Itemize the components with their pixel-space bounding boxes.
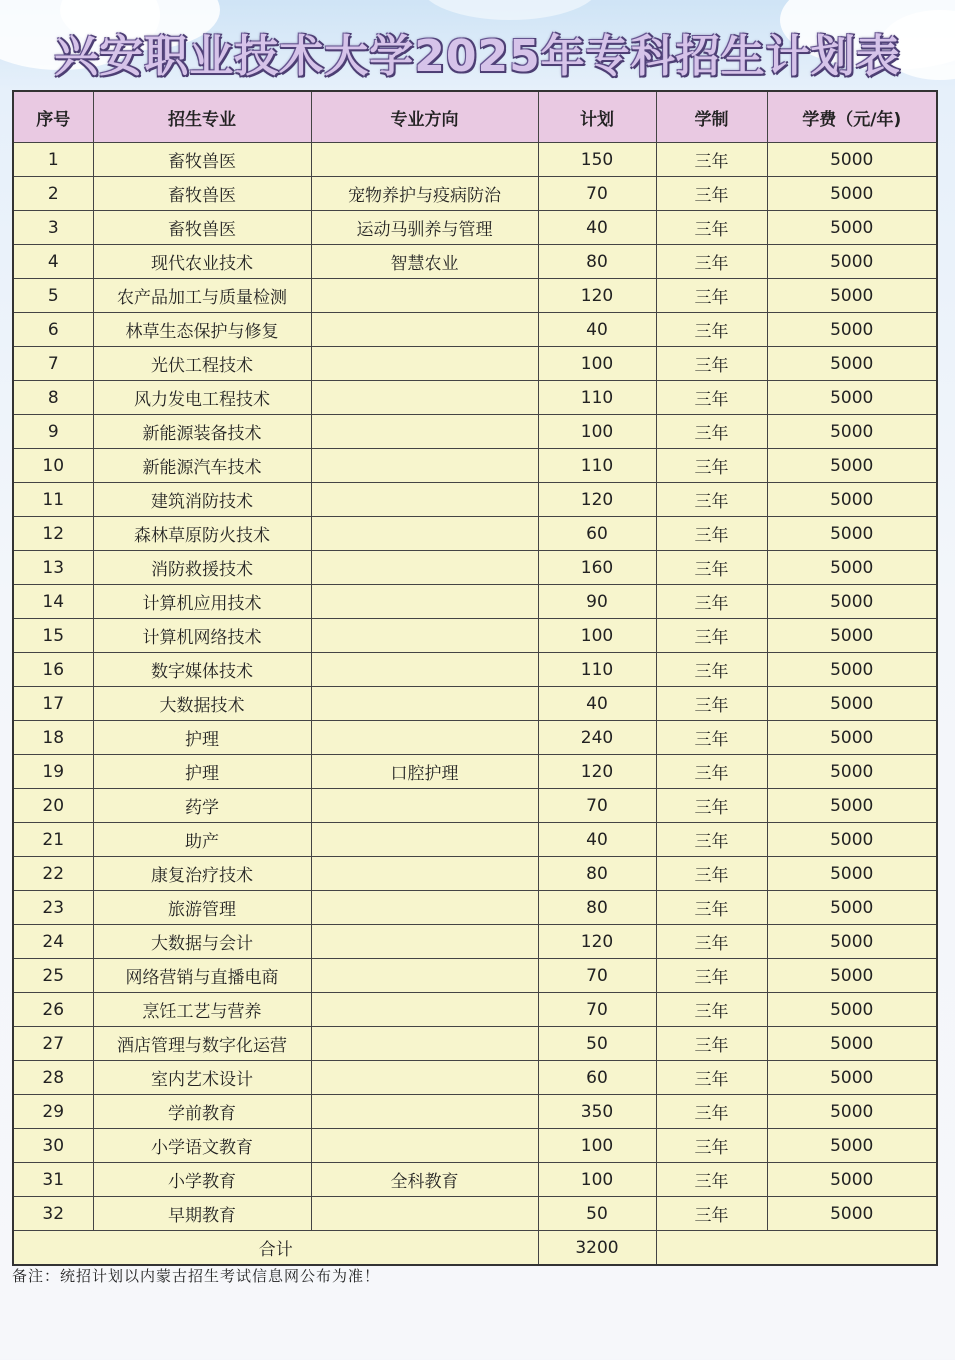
table-row: [13, 891, 937, 925]
cell-major: 计算机应用技术: [93, 585, 311, 619]
cell-plan: 70: [538, 993, 656, 1027]
cell-tuition: 5000: [767, 959, 937, 993]
cell-major: 森林草原防火技术: [93, 517, 311, 551]
cell-index: 22: [13, 857, 93, 891]
cell-direction: [311, 993, 538, 1027]
cell-tuition: 5000: [767, 1061, 937, 1095]
cell-tuition: 5000: [767, 857, 937, 891]
cell-direction: [311, 1027, 538, 1061]
cell-direction: [311, 279, 538, 313]
cell-direction: 口腔护理: [311, 755, 538, 789]
cell-index: 26: [13, 993, 93, 1027]
cell-plan: 110: [538, 653, 656, 687]
table-row: [13, 517, 937, 551]
cell-duration: 三年: [656, 755, 767, 789]
cell-index: 27: [13, 1027, 93, 1061]
cell-plan: 50: [538, 1027, 656, 1061]
cell-plan: 100: [538, 1129, 656, 1163]
cell-tuition: 5000: [767, 585, 937, 619]
table-row: [13, 619, 937, 653]
cell-plan: 240: [538, 721, 656, 755]
cell-direction: [311, 381, 538, 415]
cell-index: 3: [13, 211, 93, 245]
cell-duration: 三年: [656, 1095, 767, 1129]
footnote: 备注：统招计划以内蒙古招生考试信息网公布为准！: [12, 1267, 381, 1285]
cell-duration: 三年: [656, 789, 767, 823]
cell-direction: [311, 1061, 538, 1095]
cell-tuition: 5000: [767, 1197, 937, 1231]
cell-direction: [311, 789, 538, 823]
cell-plan: 100: [538, 619, 656, 653]
table-row: [13, 279, 937, 313]
cell-major: 网络营销与直播电商: [93, 959, 311, 993]
cell-major: 畜牧兽医: [93, 211, 311, 245]
cell-duration: 三年: [656, 517, 767, 551]
cell-tuition: 5000: [767, 143, 937, 177]
cell-index: 5: [13, 279, 93, 313]
cell-tuition: 5000: [767, 211, 937, 245]
cell-plan: 40: [538, 687, 656, 721]
table-row: [13, 755, 937, 789]
cell-duration: 三年: [656, 279, 767, 313]
table-body: [13, 143, 937, 1231]
cell-direction: [311, 551, 538, 585]
cell-duration: 三年: [656, 1061, 767, 1095]
cell-major: 药学: [93, 789, 311, 823]
cell-plan: 50: [538, 1197, 656, 1231]
cell-plan: 350: [538, 1095, 656, 1129]
enrollment-plan-table: [12, 90, 938, 1266]
cell-duration: 三年: [656, 143, 767, 177]
total-plan: 3200: [538, 1231, 656, 1266]
header-duration: 学制: [656, 91, 767, 143]
cell-major: 小学语文教育: [93, 1129, 311, 1163]
cell-index: 18: [13, 721, 93, 755]
cell-tuition: 5000: [767, 1163, 937, 1197]
table-row: [13, 449, 937, 483]
cell-plan: 100: [538, 1163, 656, 1197]
cell-direction: [311, 143, 538, 177]
cell-index: 32: [13, 1197, 93, 1231]
cell-index: 25: [13, 959, 93, 993]
table-row: [13, 823, 937, 857]
cell-index: 15: [13, 619, 93, 653]
cell-plan: 90: [538, 585, 656, 619]
cell-plan: 60: [538, 1061, 656, 1095]
cell-index: 4: [13, 245, 93, 279]
cell-direction: [311, 687, 538, 721]
cell-major: 烹饪工艺与营养: [93, 993, 311, 1027]
table-row: [13, 483, 937, 517]
cell-index: 7: [13, 347, 93, 381]
cell-duration: 三年: [656, 585, 767, 619]
cell-index: 28: [13, 1061, 93, 1095]
table-row: [13, 177, 937, 211]
cell-plan: 150: [538, 143, 656, 177]
cell-direction: [311, 483, 538, 517]
cell-index: 19: [13, 755, 93, 789]
cell-duration: 三年: [656, 925, 767, 959]
cell-direction: [311, 619, 538, 653]
cell-index: 9: [13, 415, 93, 449]
cell-major: 新能源装备技术: [93, 415, 311, 449]
cell-major: 风力发电工程技术: [93, 381, 311, 415]
cell-duration: 三年: [656, 449, 767, 483]
cell-major: 小学教育: [93, 1163, 311, 1197]
cell-tuition: 5000: [767, 279, 937, 313]
table-row: [13, 1163, 937, 1197]
table-row: [13, 381, 937, 415]
cell-direction: [311, 415, 538, 449]
cell-index: 30: [13, 1129, 93, 1163]
cell-direction: 全科教育: [311, 1163, 538, 1197]
cell-major: 农产品加工与质量检测: [93, 279, 311, 313]
cell-plan: 110: [538, 381, 656, 415]
table-row: [13, 415, 937, 449]
header-plan: 计划: [538, 91, 656, 143]
cell-tuition: 5000: [767, 619, 937, 653]
cell-index: 13: [13, 551, 93, 585]
cell-plan: 120: [538, 925, 656, 959]
cell-plan: 110: [538, 449, 656, 483]
table-row: [13, 211, 937, 245]
cell-tuition: 5000: [767, 517, 937, 551]
cell-plan: 120: [538, 279, 656, 313]
cell-direction: [311, 585, 538, 619]
cell-index: 14: [13, 585, 93, 619]
table-row: [13, 1061, 937, 1095]
cell-duration: 三年: [656, 313, 767, 347]
cell-direction: 宠物养护与疫病防治: [311, 177, 538, 211]
cell-direction: [311, 347, 538, 381]
cell-duration: 三年: [656, 347, 767, 381]
cell-plan: 100: [538, 415, 656, 449]
cell-major: 新能源汽车技术: [93, 449, 311, 483]
cell-tuition: 5000: [767, 1129, 937, 1163]
cell-index: 11: [13, 483, 93, 517]
cell-tuition: 5000: [767, 755, 937, 789]
table-row: [13, 143, 937, 177]
cell-index: 23: [13, 891, 93, 925]
total-empty: [656, 1231, 937, 1266]
cell-plan: 100: [538, 347, 656, 381]
cell-major: 畜牧兽医: [93, 143, 311, 177]
cell-direction: [311, 449, 538, 483]
cell-direction: [311, 653, 538, 687]
cell-direction: [311, 1197, 538, 1231]
cell-duration: 三年: [656, 381, 767, 415]
cell-duration: 三年: [656, 653, 767, 687]
cell-major: 计算机网络技术: [93, 619, 311, 653]
cell-index: 24: [13, 925, 93, 959]
table-row: [13, 347, 937, 381]
cell-direction: [311, 721, 538, 755]
cell-tuition: 5000: [767, 177, 937, 211]
cell-duration: 三年: [656, 211, 767, 245]
cell-major: 建筑消防技术: [93, 483, 311, 517]
cell-plan: 70: [538, 789, 656, 823]
cell-tuition: 5000: [767, 687, 937, 721]
cell-direction: [311, 959, 538, 993]
cell-direction: [311, 1095, 538, 1129]
table-row: [13, 551, 937, 585]
cell-major: 消防救援技术: [93, 551, 311, 585]
cell-plan: 80: [538, 245, 656, 279]
cell-direction: [311, 857, 538, 891]
table-row: [13, 687, 937, 721]
cell-duration: 三年: [656, 177, 767, 211]
cell-index: 2: [13, 177, 93, 211]
cell-direction: [311, 891, 538, 925]
cell-index: 31: [13, 1163, 93, 1197]
cell-duration: 三年: [656, 483, 767, 517]
table-row: [13, 1027, 937, 1061]
cell-plan: 80: [538, 857, 656, 891]
cell-tuition: 5000: [767, 483, 937, 517]
cell-tuition: 5000: [767, 449, 937, 483]
cell-tuition: 5000: [767, 653, 937, 687]
cell-duration: 三年: [656, 1163, 767, 1197]
total-label: 合计: [13, 1231, 538, 1266]
cell-duration: 三年: [656, 551, 767, 585]
cell-major: 现代农业技术: [93, 245, 311, 279]
cell-tuition: 5000: [767, 245, 937, 279]
table-row: [13, 959, 937, 993]
cell-duration: 三年: [656, 1197, 767, 1231]
cell-plan: 70: [538, 177, 656, 211]
cell-major: 数字媒体技术: [93, 653, 311, 687]
cell-tuition: 5000: [767, 551, 937, 585]
cell-major: 学前教育: [93, 1095, 311, 1129]
cell-duration: 三年: [656, 1027, 767, 1061]
cell-index: 8: [13, 381, 93, 415]
cell-index: 29: [13, 1095, 93, 1129]
cell-duration: 三年: [656, 959, 767, 993]
table-row: [13, 1095, 937, 1129]
cell-duration: 三年: [656, 891, 767, 925]
cell-direction: 智慧农业: [311, 245, 538, 279]
header-major: 招生专业: [93, 91, 311, 143]
total-row: [13, 1231, 937, 1266]
cell-direction: [311, 313, 538, 347]
cell-tuition: 5000: [767, 823, 937, 857]
cell-major: 林草生态保护与修复: [93, 313, 311, 347]
cell-major: 大数据与会计: [93, 925, 311, 959]
cell-tuition: 5000: [767, 1095, 937, 1129]
cell-major: 护理: [93, 721, 311, 755]
page-title: 兴安职业技术大学2025年专科招生计划表: [54, 31, 901, 82]
cell-duration: 三年: [656, 721, 767, 755]
cell-duration: 三年: [656, 857, 767, 891]
cell-index: 6: [13, 313, 93, 347]
cell-major: 酒店管理与数字化运营: [93, 1027, 311, 1061]
cell-tuition: 5000: [767, 925, 937, 959]
cell-index: 17: [13, 687, 93, 721]
cell-index: 12: [13, 517, 93, 551]
cell-major: 畜牧兽医: [93, 177, 311, 211]
header-direction: 专业方向: [311, 91, 538, 143]
table-row: [13, 857, 937, 891]
cell-duration: 三年: [656, 993, 767, 1027]
cell-duration: 三年: [656, 1129, 767, 1163]
cell-major: 室内艺术设计: [93, 1061, 311, 1095]
cell-major: 早期教育: [93, 1197, 311, 1231]
cell-tuition: 5000: [767, 347, 937, 381]
cell-index: 21: [13, 823, 93, 857]
cell-duration: 三年: [656, 823, 767, 857]
cell-direction: 运动马驯养与管理: [311, 211, 538, 245]
cell-index: 10: [13, 449, 93, 483]
cell-tuition: 5000: [767, 381, 937, 415]
cell-plan: 40: [538, 823, 656, 857]
cell-major: 护理: [93, 755, 311, 789]
cell-direction: [311, 925, 538, 959]
cell-plan: 60: [538, 517, 656, 551]
cell-tuition: 5000: [767, 721, 937, 755]
cell-plan: 40: [538, 211, 656, 245]
cell-major: 旅游管理: [93, 891, 311, 925]
cell-major: 光伏工程技术: [93, 347, 311, 381]
cloud-decoration: [420, 0, 600, 20]
cell-duration: 三年: [656, 245, 767, 279]
cell-duration: 三年: [656, 415, 767, 449]
table-row: [13, 653, 937, 687]
table-row: [13, 245, 937, 279]
cell-plan: 40: [538, 313, 656, 347]
cell-duration: 三年: [656, 619, 767, 653]
cell-tuition: 5000: [767, 891, 937, 925]
cell-tuition: 5000: [767, 1027, 937, 1061]
cell-major: 康复治疗技术: [93, 857, 311, 891]
table-header-row: [13, 91, 937, 143]
table-row: [13, 313, 937, 347]
cell-index: 1: [13, 143, 93, 177]
cell-plan: 160: [538, 551, 656, 585]
table-row: [13, 1197, 937, 1231]
cell-direction: [311, 517, 538, 551]
cell-plan: 80: [538, 891, 656, 925]
table-row: [13, 993, 937, 1027]
cell-tuition: 5000: [767, 789, 937, 823]
table-row: [13, 925, 937, 959]
table-row: [13, 585, 937, 619]
cell-plan: 120: [538, 755, 656, 789]
cell-plan: 120: [538, 483, 656, 517]
table-row: [13, 789, 937, 823]
cell-direction: [311, 823, 538, 857]
cell-plan: 70: [538, 959, 656, 993]
cell-major: 助产: [93, 823, 311, 857]
cell-tuition: 5000: [767, 993, 937, 1027]
table-row: [13, 721, 937, 755]
cell-tuition: 5000: [767, 415, 937, 449]
cell-index: 20: [13, 789, 93, 823]
cell-index: 16: [13, 653, 93, 687]
header-tuition: 学费（元/年): [767, 91, 937, 143]
cell-major: 大数据技术: [93, 687, 311, 721]
cell-duration: 三年: [656, 687, 767, 721]
cell-direction: [311, 1129, 538, 1163]
table-row: [13, 1129, 937, 1163]
header-index: 序号: [13, 91, 93, 143]
cell-tuition: 5000: [767, 313, 937, 347]
